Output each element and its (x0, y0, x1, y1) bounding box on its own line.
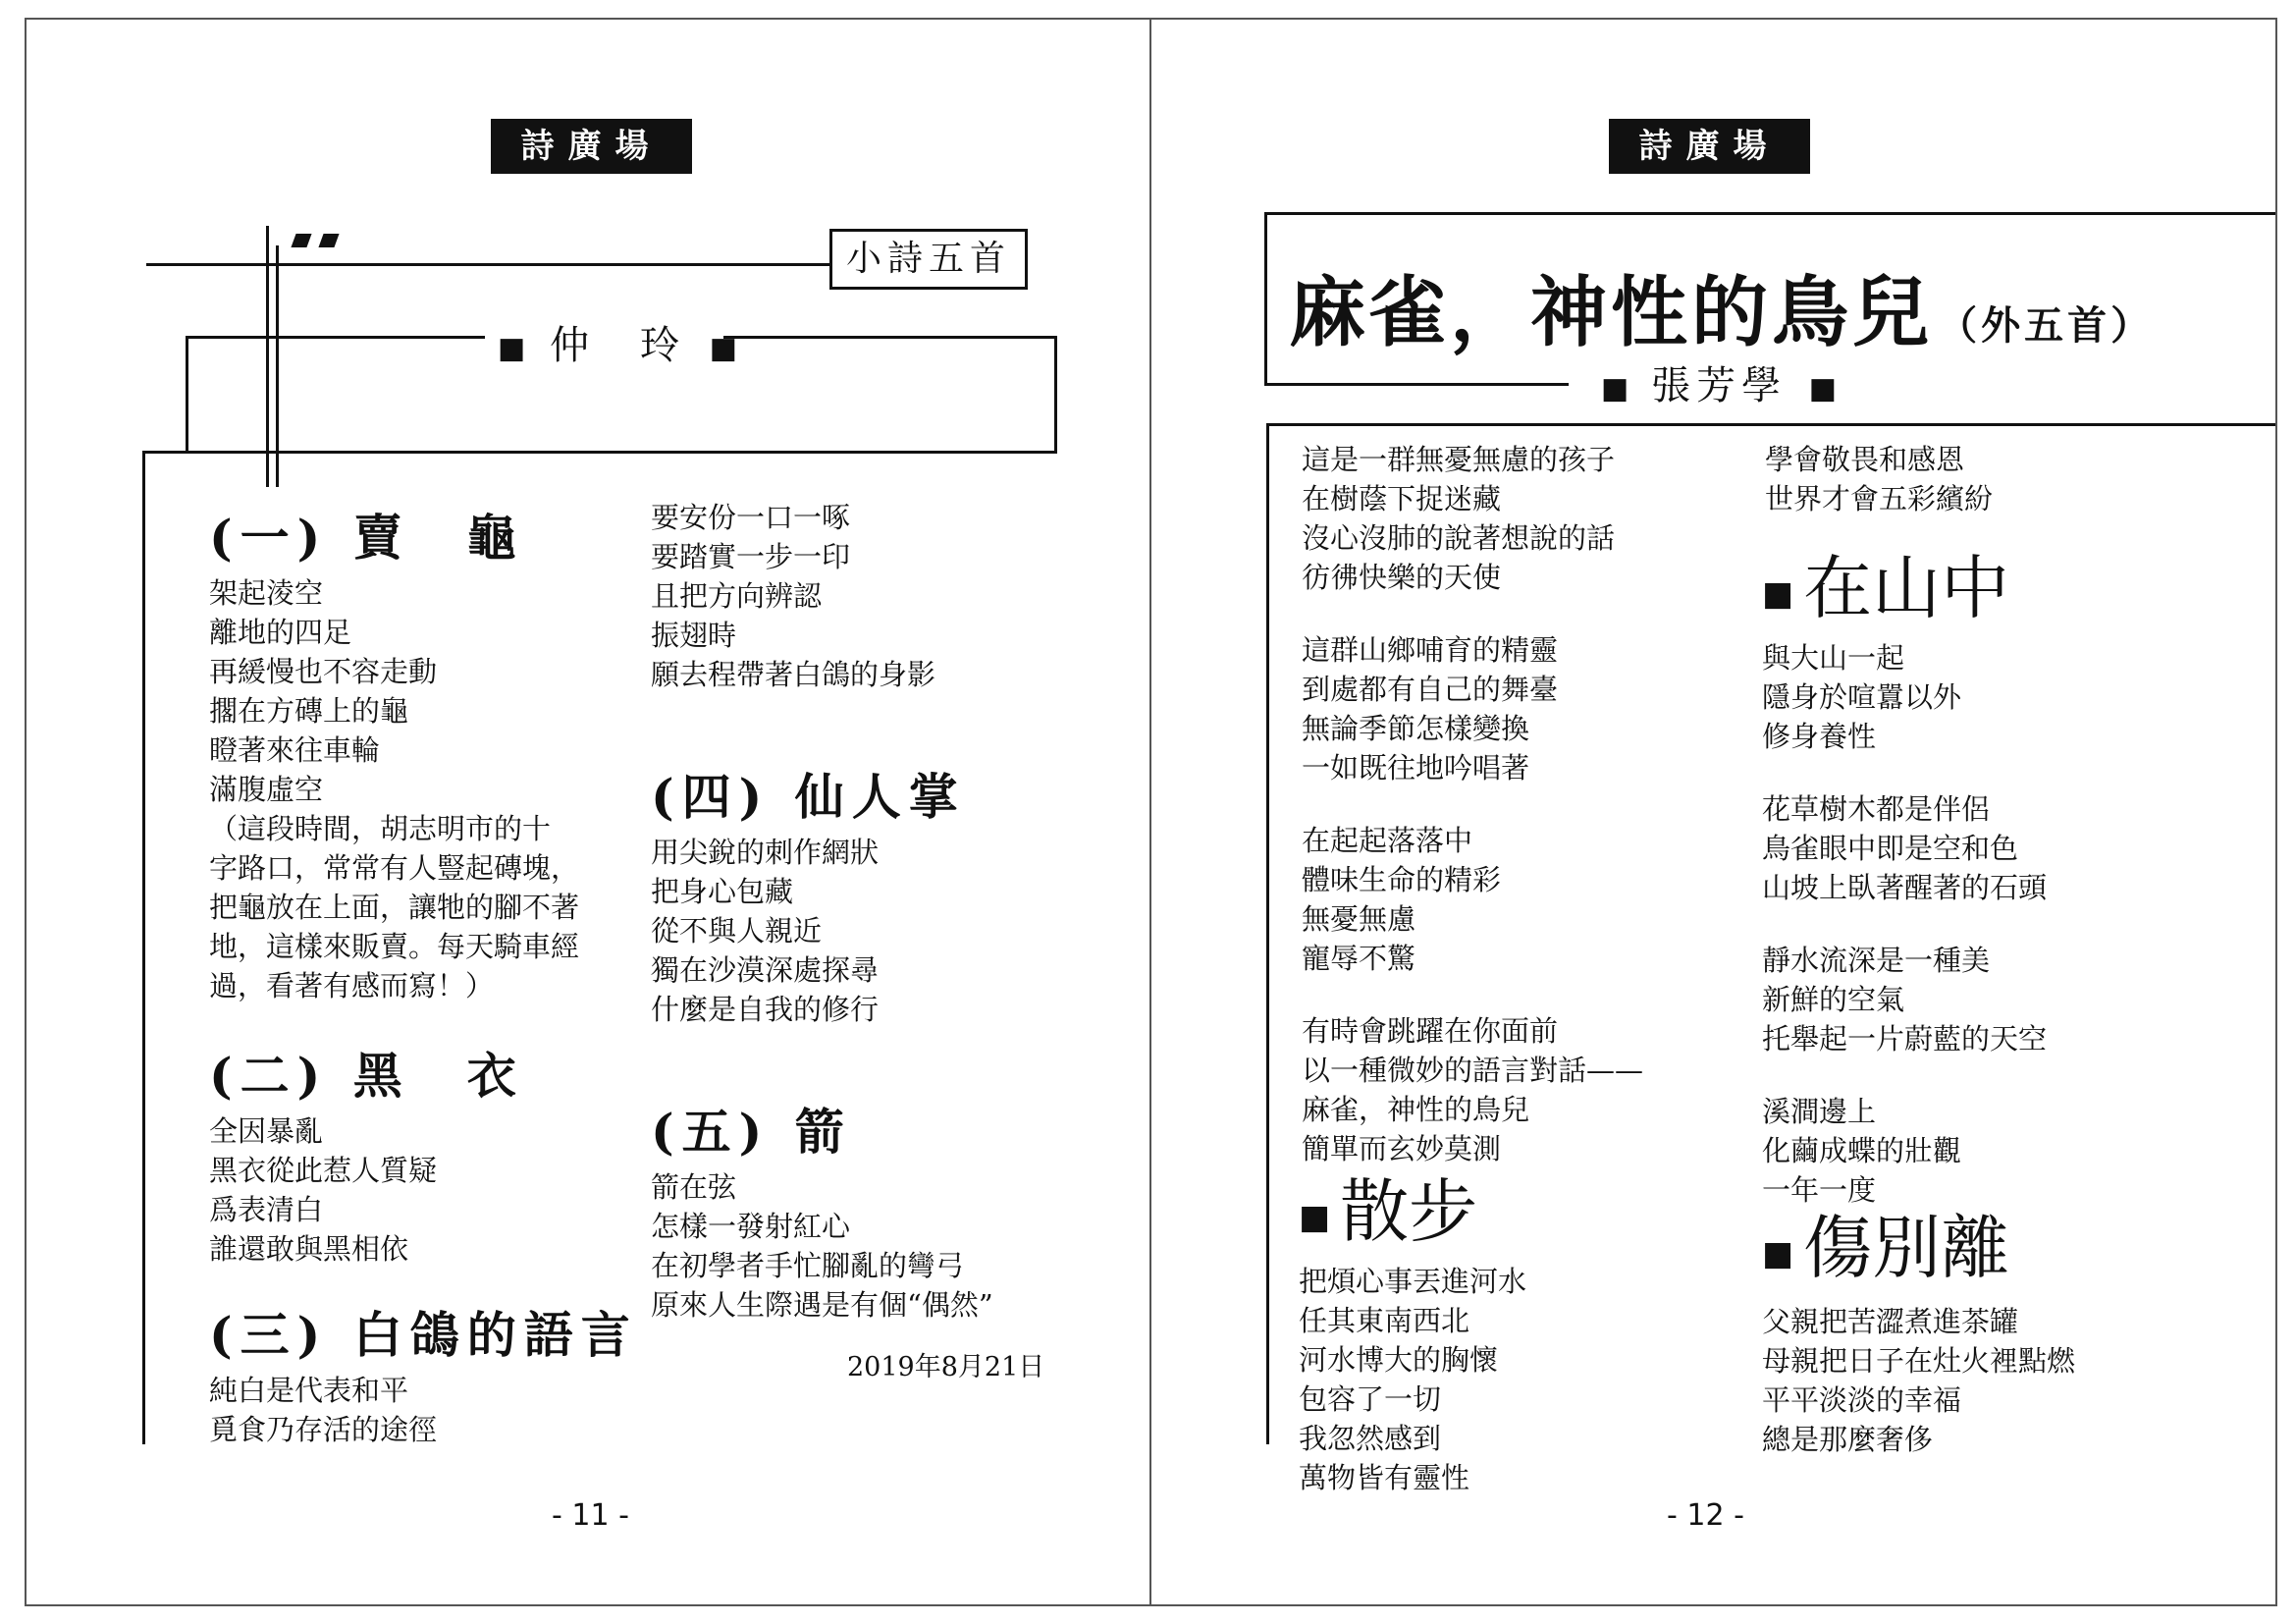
frame-line (146, 263, 853, 266)
poem-line: 有時會跳躍在你面前 (1302, 1014, 1559, 1048)
poem-note-line: 地，這樣來販賣。每天騎車經 (209, 930, 580, 963)
poem-line: 箭在弦 (651, 1170, 737, 1204)
poem-line: 山坡上臥著醒著的石頭 (1762, 871, 2048, 904)
poem-line: 什麼是自我的修行 (651, 993, 880, 1026)
poem-line: 瞪著來往車輪 (209, 733, 381, 767)
square-marker: ■ (709, 331, 738, 366)
poem-note-line: （這段時間，胡志明市的十 (209, 812, 552, 845)
section-title: 散步 (1340, 1171, 1478, 1252)
poem-line: 振翅時 (651, 619, 737, 652)
section-title: (五) 箭 (651, 1103, 852, 1161)
poem-line: 無論季節怎樣變換 (1302, 712, 1530, 745)
poem-line: 這群山鄉哺育的精靈 (1302, 633, 1559, 667)
poem-line: 離地的四足 (209, 616, 352, 649)
poem-line: 滿腹虛空 (209, 773, 324, 806)
poem-line: 從不與人親近 (651, 914, 823, 947)
frame-line (142, 451, 145, 1444)
poem-line: 化繭成蝶的壯觀 (1762, 1134, 1962, 1167)
section-title: (一) 賣 龜 (209, 509, 524, 567)
section-title: (二) 黑 衣 (209, 1047, 524, 1105)
subpoem-farewell (1762, 1193, 2075, 1459)
square-marker: ■ (498, 331, 526, 366)
poem-line: 沒心沒肺的說著想說的話 (1302, 521, 1616, 555)
main-poem (1302, 440, 1643, 1168)
poem-line: 一年一度 (1762, 1173, 1877, 1207)
poem-line: 無憂無慮 (1302, 902, 1416, 936)
page-number: - 11 - (552, 1498, 629, 1533)
poem-line: 麻雀，神性的鳥兒 (1302, 1093, 1530, 1126)
poem-note-line: 字路口，常常有人豎起磚塊， (209, 851, 580, 885)
poem-line: 彷彿快樂的天使 (1302, 561, 1502, 594)
decor-block (291, 234, 311, 247)
poem-line: 寵辱不驚 (1302, 942, 1416, 975)
square-marker: ■ (1601, 371, 1629, 406)
poem-line: 在樹蔭下捉迷藏 (1302, 482, 1502, 515)
poem-note-line: 過，看著有感而寫！） (209, 969, 495, 1002)
square-marker: ■ (1762, 1234, 1794, 1273)
poem-line: 父親把苦澀煮進茶罐 (1762, 1305, 2019, 1338)
square-marker: ■ (1762, 574, 1794, 614)
poem-line: 爲表清白 (209, 1193, 324, 1226)
poem-line: 願去程帶著白鴿的身影 (651, 658, 936, 691)
poem-line: 原來人生際遇是有個“偶然” (651, 1288, 993, 1322)
poem-line: 純白是代表和平 (209, 1374, 409, 1407)
poem-line: 再緩慢也不容走動 (209, 655, 438, 688)
poem-line: 體味生命的精彩 (1302, 863, 1502, 896)
poem-line: 要安份一口一啄 (651, 501, 851, 534)
subpoem-walk (1299, 1157, 1526, 1497)
author-name: 張芳學 (1651, 363, 1788, 408)
poem-5 (651, 1093, 993, 1325)
poem-line: 這是一群無憂無慮的孩子 (1302, 443, 1616, 476)
poem-line: 黑衣從此惹人質疑 (209, 1154, 438, 1187)
frame-line (1054, 336, 1057, 454)
poem-1 (209, 499, 579, 1005)
poem-line: 到處都有自己的舞臺 (1302, 673, 1559, 706)
poem-line: 總是那麼奢侈 (1762, 1423, 1934, 1456)
frame-line (1266, 423, 2277, 426)
title-main: 麻雀，神性的鳥兒 (1289, 268, 1934, 357)
poem-line: 在初學者手忙腳亂的彎弓 (651, 1249, 965, 1282)
column-header-tag: 詩廣場 (1609, 119, 1810, 174)
poem-line: 母親把日子在灶火裡點燃 (1762, 1344, 2076, 1378)
section-title: (四) 仙人掌 (651, 768, 966, 826)
poem-2 (209, 1037, 524, 1269)
frame-line (186, 336, 485, 339)
page-number: - 12 - (1667, 1498, 1744, 1533)
title-suffix: （外五首） (1938, 302, 2155, 349)
poem-line: 修身養性 (1762, 720, 1877, 753)
poem-line: 花草樹木都是伴侶 (1762, 792, 1991, 826)
section-title: (三) 白鴿的語言 (209, 1306, 638, 1364)
poem-line: 獨在沙漠深處探尋 (651, 953, 880, 987)
poem-line: 新鮮的空氣 (1762, 983, 1905, 1016)
poem-line: 河水博大的胸懷 (1299, 1343, 1499, 1377)
poem-line: 學會敬畏和感恩 (1765, 443, 1965, 476)
poem-line: 溪澗邊上 (1762, 1095, 1877, 1128)
poem-line: 萬物皆有靈性 (1299, 1461, 1470, 1494)
square-marker: ■ (1808, 371, 1838, 406)
frame-line (723, 336, 1057, 339)
column-header-tag: 詩廣場 (491, 119, 692, 174)
poem-line: 且把方向辨認 (651, 579, 823, 613)
series-title-box: 小詩五首 (829, 229, 1028, 290)
poem-line: 鳥雀眼中即是空和色 (1762, 832, 2019, 865)
poem-line: 簡單而玄妙莫測 (1302, 1132, 1502, 1165)
frame-line (1264, 383, 1569, 386)
frame-line (186, 336, 188, 454)
poem-line: 全因暴亂 (209, 1114, 324, 1148)
poem-line: 誰還敢與黑相依 (209, 1232, 409, 1266)
section-title: 在山中 (1803, 548, 2010, 628)
poem-line: 要踏實一步一印 (651, 540, 851, 573)
frame-line (1266, 423, 1269, 1444)
square-marker: ■ (1299, 1198, 1331, 1237)
poem-4 (651, 758, 966, 1029)
page-left (25, 18, 1151, 1606)
poem-line: 一如既往地吟唱著 (1302, 751, 1530, 785)
poem-line: 把煩心事丟進河水 (1299, 1265, 1527, 1298)
poem-line: 我忽然感到 (1299, 1422, 1442, 1455)
poem-3 (209, 1296, 638, 1449)
poem-line: 把身心包藏 (651, 875, 794, 908)
frame-line (266, 226, 269, 487)
poem-date: 2019年8月21日 (847, 1352, 1045, 1382)
poem-line: 包容了一切 (1299, 1382, 1442, 1416)
poem-line: 平平淡淡的幸福 (1762, 1383, 1962, 1417)
poem-line: 世界才會五彩繽紛 (1765, 482, 1994, 515)
author-line (1601, 354, 1837, 410)
page-right (1151, 18, 2277, 1606)
poem-line: 怎樣一發射紅心 (651, 1210, 851, 1243)
poem-note-line: 把龜放在上面，讓牠的腳不著 (209, 891, 580, 924)
poem-line: 擱在方磚上的龜 (209, 694, 409, 728)
decor-block (318, 234, 339, 247)
author-line (498, 314, 737, 370)
poem-line: 與大山一起 (1762, 641, 1905, 675)
poem-line: 任其東南西北 (1299, 1304, 1470, 1337)
poem-line: 在起起落落中 (1302, 824, 1473, 857)
poem-line: 隱身於喧囂以外 (1762, 680, 1962, 714)
poem-line: 架起淩空 (209, 576, 324, 610)
poem-3-continued (651, 498, 935, 694)
author-name: 仲 玲 (550, 323, 686, 368)
poem-line: 用尖銳的刺作網狀 (651, 836, 880, 869)
main-poem-continued (1765, 440, 1993, 518)
poem-line: 以一種微妙的語言對話—— (1302, 1054, 1644, 1087)
poem-title (1289, 251, 2154, 361)
poem-line: 托舉起一片蔚藍的天空 (1762, 1022, 2048, 1056)
subpoem-mountain (1762, 533, 2047, 1210)
poem-line: 靜水流深是一種美 (1762, 944, 1991, 977)
frame-line (1264, 212, 1267, 386)
frame-line (142, 451, 1057, 454)
poem-line: 覓食乃存活的途徑 (209, 1413, 438, 1446)
section-title: 傷別離 (1803, 1208, 2010, 1288)
frame-line (1264, 212, 2275, 215)
